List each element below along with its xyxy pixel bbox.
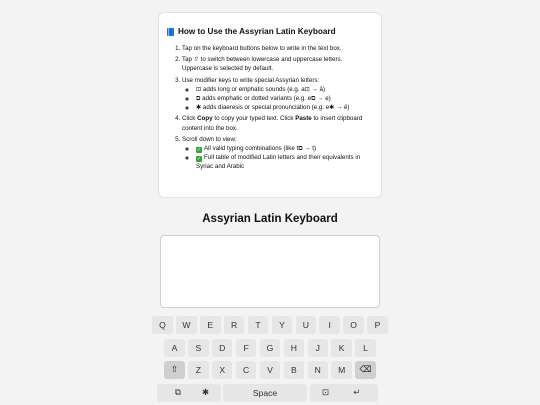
modifier-diaeresis: ◦ ✱ adds diaeresis or special pronunciation (e.g. e✱ → ë) (196, 103, 373, 112)
space-key[interactable]: Space (223, 384, 307, 402)
key-o[interactable]: O (343, 316, 364, 334)
key-s[interactable]: S (188, 339, 209, 357)
book-icon (167, 28, 174, 36)
key-b[interactable]: B (284, 361, 305, 379)
key-n[interactable]: N (308, 361, 329, 379)
modifier-list (182, 85, 373, 113)
key-h[interactable]: H (284, 339, 305, 357)
page-title: Assyrian Latin Keyboard (202, 213, 338, 225)
key-x[interactable]: X (212, 361, 233, 379)
step-3: 3. Use modifier keys to write special Assyrian letters: ◦ ⊡ adds long or emphatic sounds (e.g. a⊡ → ā) ◦ ⧉ adds emphatic or dotted variants (e.g. e⧉ → ẹ) ◦ ✱ adds diaeresis or special pronunciation (e.g. e✱ → ë) (182, 76, 373, 113)
key-v[interactable]: V (260, 361, 281, 379)
check-icon: ✓ (196, 147, 202, 154)
star-modifier-icon: ✱ (196, 104, 202, 112)
view-combinations: ◦ ✓ All valid typing combinations (like t⧉ → ṭ) (196, 144, 373, 153)
key-p[interactable]: P (367, 316, 388, 334)
key-f[interactable]: F (236, 339, 257, 357)
long-modifier-icon: ⊡ (196, 85, 202, 93)
step-5: 5. Scroll down to view: ◦ ✓ All valid typing combinations (like t⧉ → ṭ) ◦ ✓ Full table of modified Latin letters and their equivalents in Syriac and Arabic (182, 135, 373, 172)
key-t[interactable]: T (248, 316, 269, 334)
key-a[interactable]: A (164, 339, 185, 357)
keyboard-row-1 (0, 316, 540, 334)
dot-modifier-key[interactable]: ⧉ (157, 384, 199, 402)
key-c[interactable]: C (236, 361, 257, 379)
enter-key[interactable]: ↵ (336, 384, 378, 402)
long-modifier-key[interactable]: ⊡ (310, 384, 341, 402)
keyboard-row-2 (0, 339, 540, 357)
step-4: 4. Click Copy to copy your typed text. Click Paste to insert clipboard content into the box. (182, 114, 373, 132)
key-u[interactable]: U (296, 316, 317, 334)
key-j[interactable]: J (308, 339, 329, 357)
key-q[interactable]: Q (152, 316, 173, 334)
keyboard-row-3 (0, 361, 540, 379)
key-r[interactable]: R (224, 316, 245, 334)
key-y[interactable]: Y (272, 316, 293, 334)
step-1: 1. Tap on the keyboard buttons below to write in the text box. (182, 44, 373, 53)
text-input[interactable] (160, 235, 380, 308)
view-list (182, 144, 373, 172)
instructions-card (158, 12, 382, 198)
step-2: 2. Tap ⇧ to switch between lowercase and uppercase letters. Uppercase is selected by default. (182, 55, 373, 73)
check-icon: ✓ (196, 156, 202, 163)
star-modifier-key[interactable]: ✱ (190, 384, 221, 402)
instructions-list (167, 44, 373, 172)
shift-key[interactable]: ⇧ (164, 361, 185, 379)
backspace-key[interactable]: ⌫ (355, 361, 376, 379)
keyboard-row-4 (0, 384, 540, 402)
key-g[interactable]: G (260, 339, 281, 357)
key-d[interactable]: D (212, 339, 233, 357)
key-e[interactable]: E (200, 316, 221, 334)
dot-modifier-icon: ⧉ (196, 95, 201, 103)
key-w[interactable]: W (176, 316, 197, 334)
key-m[interactable]: M (331, 361, 352, 379)
key-l[interactable]: L (355, 339, 376, 357)
shift-icon: ⇧ (193, 56, 199, 64)
key-z[interactable]: Z (188, 361, 209, 379)
key-i[interactable]: I (319, 316, 340, 334)
modifier-dot: ◦ ⧉ adds emphatic or dotted variants (e.g. e⧉ → ẹ) (196, 94, 373, 103)
view-table: ◦ ✓ Full table of modified Latin letters and their equivalents in Syriac and Arabic (196, 153, 373, 171)
modifier-long: ◦ ⊡ adds long or emphatic sounds (e.g. a⊡ → ā) (196, 85, 373, 94)
instructions-heading: How to Use the Assyrian Latin Keyboard (167, 26, 373, 37)
key-k[interactable]: K (331, 339, 352, 357)
